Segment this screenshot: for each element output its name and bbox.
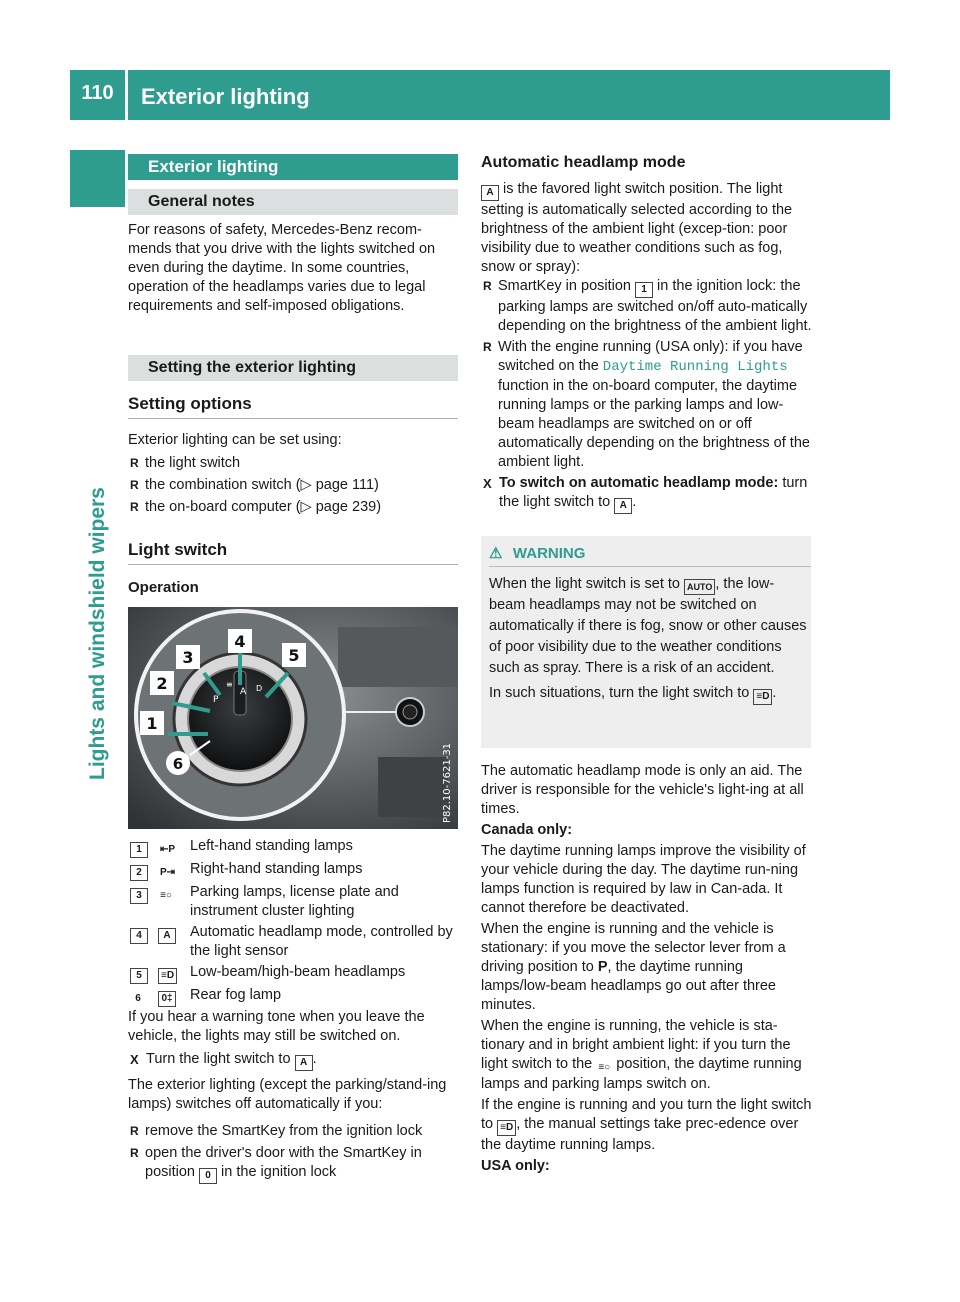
warning-text-part: In such situations, turn the light switch to [489, 685, 750, 701]
side-tab-text: Lights and windshield wipers [86, 487, 109, 780]
image-code: P82.10-7621-31 [442, 742, 453, 823]
paragraph-text: When the engine is running, the vehicle is sta-tionary and in bright ambient light: if you turn the light switch to the [481, 1018, 791, 1072]
instruction-end: . [312, 1051, 317, 1067]
svg-text:≡: ≡ [226, 680, 233, 689]
setting-options-title: Setting options [128, 394, 458, 419]
right-body [481, 762, 813, 1176]
list-item-text: function in the on-board computer, the daytime running lamps or the parking lamps and low-beam headlamps are switched on or off automatically depending on the brightness of the ambient light. [498, 378, 810, 470]
list-item [130, 1144, 460, 1184]
auto-headlamp-icon: A [614, 498, 632, 514]
list-item-text: in the ignition lock: the parking lamps are switched on/off auto-matically depending on the brightness of the ambient light. [498, 278, 812, 334]
warning-header [489, 544, 811, 567]
legend-number: 4 [130, 928, 148, 944]
warning-box [481, 536, 811, 748]
paragraph-text: , the daytime running lamps/low-beam headlamps go out after three minutes. [481, 959, 776, 1013]
legend-text: Right-hand standing lamps [190, 861, 363, 877]
warning-text [489, 574, 811, 679]
turn-instruction [130, 1050, 476, 1071]
callout-label: 1 [146, 714, 158, 733]
legend-row [130, 883, 460, 921]
auto-headlamp-icon: A [481, 185, 499, 201]
auto-mode-title: Automatic headlamp mode [481, 154, 686, 171]
list-item: R the on-board computer (▷ page 239) [130, 498, 460, 517]
warning-text-part: . [772, 685, 777, 701]
paragraph-text: position, the daytime running lamps and parking lamps switch on. [481, 1056, 802, 1092]
setting-title: Setting the exterior lighting [128, 355, 458, 381]
switch-instruction [483, 474, 813, 514]
list-item-text: SmartKey in position [498, 278, 631, 294]
list-item-text: open the driver's door with the SmartKey in position [145, 1145, 422, 1180]
right-standing-lamps-icon: P⇥ [160, 867, 176, 878]
instruction-heading: To switch on automatic headlamp mode: [499, 475, 779, 491]
canada-heading: Canada only: [481, 822, 573, 838]
side-tab-label [82, 460, 112, 780]
instruction-text: turn the light switch to [499, 475, 808, 510]
legend-text: Rear fog lamp [190, 987, 282, 1003]
callout-label: 6 [172, 755, 184, 773]
side-tab-marker [70, 150, 125, 207]
menu-function-name: Daytime Running Lights [602, 359, 788, 375]
legend-row [130, 963, 460, 984]
legend-text: Low-beam/high-beam headlamps [190, 964, 406, 980]
list-item-text: With the engine running (USA only): if you have switched on the [498, 339, 803, 374]
canada-title [481, 821, 813, 840]
legend-text: Automatic headlamp mode, controlled by the light sensor [190, 924, 453, 959]
operation-title: Operation [128, 579, 199, 596]
legend-row [130, 860, 460, 881]
warning-text-2 [489, 683, 811, 705]
park-position: P [597, 959, 608, 975]
usa-heading: USA only: [481, 1158, 550, 1174]
parking-lamps-icon: ≡○ [598, 1062, 611, 1073]
general-notes-text: For reasons of safety, Mercedes-Benz recom-mends that you drive with the lights switched on even during the daytime. In some countries, operation of the headlamps varies due to legal requirements and self-imposed obligations. [128, 222, 436, 314]
position-0-icon: 0 [199, 1168, 217, 1184]
low-beam-icon: ≡D [753, 689, 772, 705]
low-beam-icon: ≡D [497, 1120, 516, 1136]
legend-number: 6 [135, 993, 141, 1004]
list-item-text: in the ignition lock [221, 1164, 337, 1180]
legend-number: 3 [130, 888, 148, 904]
legend-number: 2 [130, 865, 148, 881]
auto-off-text: The exterior lighting (except the parking/stand-ing lamps) switches off automatically if you: [128, 1077, 447, 1112]
auto-icon: AUTO [684, 579, 715, 595]
warning-text-part: When the light switch is set to [489, 576, 680, 592]
header-divider [125, 70, 128, 120]
callout-label: 2 [156, 674, 168, 693]
setting-options-intro: Exterior lighting can be set using: [128, 432, 342, 448]
legend-row [130, 923, 460, 961]
auto-mode-description: is the favored light switch position. The light setting is automatically selected according to the brightness of the ambient light (excep-tion: poor visibility due to weather conditions such as fog, snow or spray): [481, 181, 793, 275]
parking-lamps-icon: ≡○ [160, 890, 172, 901]
callout-label: 5 [288, 646, 300, 665]
warning-text-part: , the low-beam headlamps may not be switched on automatically if there is fog, snow or other causes of poor visibility due to the weather conditions such as spray. There is a risk of an accident. [489, 576, 807, 676]
list-item [483, 338, 813, 472]
svg-text:A: A [240, 687, 247, 697]
page-number: 110 [81, 82, 114, 104]
general-notes-title: General notes [128, 189, 458, 215]
legend-list [130, 837, 460, 1009]
legend-text: Left-hand standing lamps [190, 838, 353, 854]
legend-row [130, 837, 460, 858]
legend-number: 1 [130, 842, 148, 858]
low-beam-icon: ≡D [158, 968, 177, 984]
ambient-light-text [481, 1017, 813, 1094]
list-item: R the light switch [130, 454, 460, 473]
usa-title [481, 1157, 813, 1176]
instruction-end: . [632, 494, 637, 510]
left-standing-lamps-icon: ⇤P [160, 844, 176, 855]
section-title: Exterior lighting [128, 154, 458, 180]
list-item: R the combination switch (▷ page 111) [130, 476, 460, 495]
list-item [483, 277, 813, 336]
warning-icon: ⚠ [489, 545, 503, 562]
warning-tone-text: If you hear a warning tone when you leave the vehicle, the lights may still be switched on. [128, 1009, 425, 1044]
position-1-icon: 1 [635, 282, 653, 298]
manual-settings-text [481, 1096, 813, 1155]
light-switch-illustration [128, 607, 458, 829]
legend-number: 5 [130, 968, 148, 984]
svg-text:D: D [256, 684, 263, 693]
header-title: Exterior lighting [141, 84, 310, 109]
svg-text:P: P [213, 695, 219, 705]
paragraph-text: When the engine is running and the vehicle is stationary: if you move the selector lever from a driving position to [481, 921, 786, 975]
auto-headlamp-icon: A [158, 928, 176, 944]
auto-headlamp-icon: A [295, 1055, 313, 1071]
auto-mode-list [483, 277, 813, 514]
paragraph-text: , the manual settings take prec-edence over the daytime running lamps. [481, 1116, 799, 1153]
callout-label: 3 [182, 648, 194, 667]
light-switch-image [128, 607, 458, 829]
instruction-text: Turn the light switch to [146, 1051, 291, 1067]
setting-options-list [130, 454, 460, 517]
stationary-text [481, 920, 813, 1015]
auto-mode-text [481, 180, 813, 277]
canada-text: The daytime running lamps improve the visibility of your vehicle during the day. The daytime run-ning lamps function is required by law in Can-ada. It cannot therefore be deactivated. [481, 843, 806, 916]
responsibility-text: The automatic headlamp mode is only an aid. The driver is responsible for the vehicle's light-ing at all times. [481, 763, 804, 817]
legend-text: Parking lamps, license plate and instrument cluster lighting [190, 884, 399, 919]
list-item: R remove the SmartKey from the ignition lock [130, 1122, 460, 1141]
legend-row [130, 986, 460, 1007]
warning-title: WARNING [512, 545, 586, 562]
paragraph-text: If the engine is running and you turn the light switch to [481, 1097, 812, 1132]
light-switch-title: Light switch [128, 540, 458, 565]
rear-fog-lamp-icon: 0‡ [158, 991, 176, 1007]
callout-label: 4 [234, 632, 246, 651]
auto-off-list [130, 1122, 460, 1184]
